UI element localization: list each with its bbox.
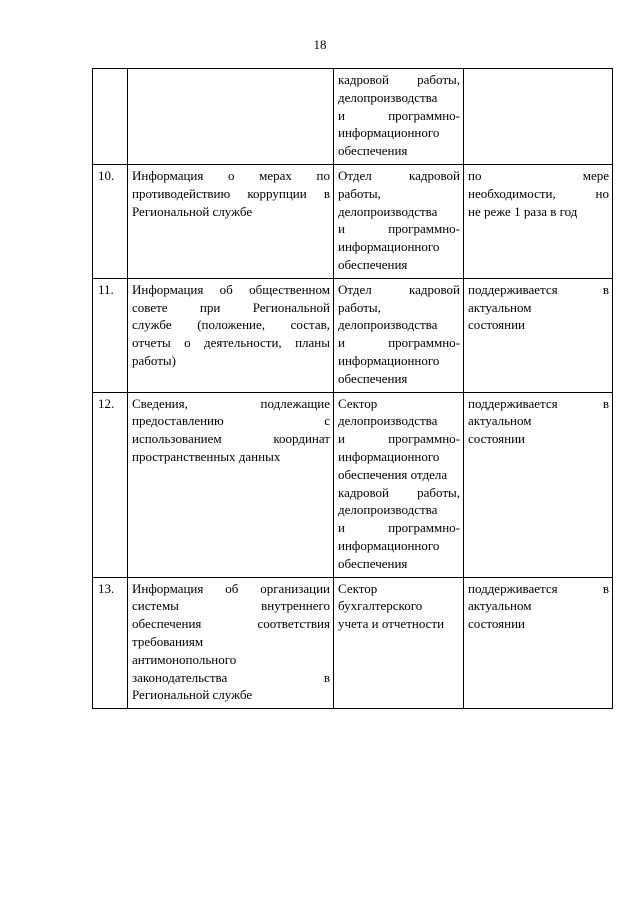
cell-line: [338, 220, 460, 238]
word: в: [323, 185, 330, 201]
cell-line: требованиям: [132, 633, 204, 649]
word: поддерживается: [468, 281, 558, 297]
word: поддерживается: [468, 395, 558, 411]
cell-line: [132, 412, 330, 430]
word: (положение,: [197, 317, 266, 333]
word: соответствия: [257, 616, 330, 632]
word: обеспечения: [132, 616, 202, 632]
word: программно-: [388, 107, 460, 123]
word: Информация: [132, 167, 204, 183]
word: кадровой: [338, 72, 390, 87]
responsible-cell: [334, 392, 464, 577]
word: программно-: [388, 520, 460, 536]
word: организации: [260, 580, 330, 596]
word: в: [323, 669, 330, 685]
word: и: [338, 431, 345, 447]
word: мере: [582, 167, 609, 183]
cell-line: [338, 519, 460, 537]
word: Отдел: [338, 167, 372, 183]
responsible-cell: [334, 164, 464, 278]
word: законодательства: [132, 669, 228, 685]
frequency-cell: [464, 164, 613, 278]
word: общественном: [249, 281, 330, 297]
info-cell: [128, 577, 334, 709]
cell-line: [468, 580, 609, 598]
cell-line: обеспечения отдела: [338, 466, 448, 482]
info-cell: [128, 278, 334, 392]
cell-line: [132, 281, 330, 299]
cell-line: актуальном: [468, 299, 532, 315]
word: противодействию: [132, 185, 231, 201]
cell-line: [132, 395, 330, 413]
cell-line: [338, 71, 460, 89]
info-cell: [128, 69, 334, 165]
cell-line: [132, 334, 330, 352]
cell-line: [338, 430, 460, 448]
cell-line: обеспечения: [338, 370, 408, 386]
word: и: [338, 107, 345, 123]
cell-line: не реже 1 раза в год: [468, 203, 578, 219]
word: планы: [295, 335, 330, 351]
cell-line: информационного: [338, 352, 440, 368]
word: и: [338, 520, 345, 536]
word: системы: [132, 598, 179, 614]
word: предоставлению: [132, 413, 224, 429]
word: работы,: [417, 484, 460, 500]
cell-line: [468, 395, 609, 413]
cell-line: бухгалтерского: [338, 598, 423, 614]
word: программно-: [388, 335, 460, 351]
cell-line: [338, 167, 460, 185]
cell-line: Сектор: [338, 580, 378, 596]
cell-line: [132, 185, 330, 203]
word: с: [324, 413, 330, 429]
cell-line: антимонопольного: [132, 651, 237, 667]
word: подлежащие: [260, 395, 330, 411]
word: по: [468, 167, 482, 183]
word: работы,: [417, 72, 460, 87]
word: но: [595, 185, 609, 201]
word: кадровой: [408, 281, 460, 297]
cell-line: [132, 597, 330, 615]
word: мерах: [259, 167, 292, 183]
word: в: [602, 580, 609, 596]
info-cell: [128, 164, 334, 278]
word: совете: [132, 299, 168, 315]
word: в: [602, 395, 609, 411]
word: коррупции: [247, 185, 307, 201]
cell-line: [132, 669, 330, 687]
word: о: [184, 335, 191, 351]
cell-line: обеспечения: [338, 555, 408, 571]
cell-line: информационного: [338, 537, 440, 553]
word: Информация: [132, 580, 204, 596]
cell-line: состоянии: [468, 317, 525, 333]
cell-line: делопроизводства: [338, 413, 438, 429]
cell-line: [338, 484, 460, 502]
cell-line: делопроизводства: [338, 502, 438, 518]
word: Региональной: [252, 299, 330, 315]
cell-line: [132, 316, 330, 334]
row-number: [93, 69, 128, 165]
cell-line: обеспечения: [338, 143, 408, 159]
cell-line: состоянии: [468, 616, 525, 632]
cell-line: состоянии: [468, 431, 525, 447]
cell-line: [132, 615, 330, 633]
word: Отдел: [338, 281, 372, 297]
word: об: [225, 580, 239, 596]
word: кадровой: [338, 484, 390, 500]
word: деятельности,: [204, 335, 282, 351]
information-table: [92, 68, 613, 709]
frequency-cell: [464, 69, 613, 165]
table-row: [93, 392, 613, 577]
cell-line: [468, 167, 609, 185]
cell-line: делопроизводства: [338, 203, 438, 219]
responsible-cell: [334, 69, 464, 165]
table-row: [93, 164, 613, 278]
cell-line: делопроизводства: [338, 317, 438, 333]
cell-line: Сектор: [338, 395, 378, 411]
cell-line: работы): [132, 352, 176, 368]
page-number: 18: [313, 37, 327, 52]
word: в: [602, 281, 609, 297]
word: отчеты: [132, 335, 171, 351]
cell-line: [468, 281, 609, 299]
word: состав,: [290, 317, 330, 333]
row-number: 10.: [93, 164, 128, 278]
word: при: [199, 299, 221, 315]
info-cell: [128, 392, 334, 577]
cell-line: [338, 334, 460, 352]
word: координат: [273, 431, 330, 447]
cell-line: делопроизводства: [338, 89, 438, 105]
cell-line: актуальном: [468, 598, 532, 614]
cell-line: [338, 281, 460, 299]
table-row: [93, 577, 613, 709]
word: Сведения,: [132, 395, 188, 411]
frequency-cell: [464, 392, 613, 577]
word: о: [228, 167, 235, 183]
cell-line: информационного: [338, 125, 440, 141]
cell-line: [132, 580, 330, 598]
cell-line: Региональной службе: [132, 203, 253, 219]
cell-line: информационного: [338, 239, 440, 255]
cell-line: [132, 167, 330, 185]
cell-line: [468, 185, 609, 203]
cell-line: [338, 107, 460, 125]
cell-line: информационного: [338, 448, 440, 464]
responsible-cell: [334, 278, 464, 392]
cell-line: пространственных данных: [132, 448, 281, 464]
cell-line: работы,: [338, 185, 381, 201]
row-number: 11.: [93, 278, 128, 392]
cell-line: обеспечения: [338, 256, 408, 272]
word: Информация: [132, 281, 204, 297]
word: об: [219, 281, 233, 297]
cell-line: Региональной службе: [132, 687, 253, 703]
responsible-cell: [334, 577, 464, 709]
word: и: [338, 335, 345, 351]
cell-line: работы,: [338, 299, 381, 315]
cell-line: актуальном: [468, 413, 532, 429]
cell-line: [132, 430, 330, 448]
word: использованием: [132, 431, 222, 447]
frequency-cell: [464, 577, 613, 709]
word: программно-: [388, 221, 460, 237]
word: по: [316, 167, 330, 183]
word: программно-: [388, 431, 460, 447]
row-number: 13.: [93, 577, 128, 709]
word: необходимости,: [468, 185, 556, 201]
word: и: [338, 221, 345, 237]
frequency-cell: [464, 278, 613, 392]
row-number: 12.: [93, 392, 128, 577]
cell-line: учета и отчетности: [338, 616, 445, 632]
word: кадровой: [408, 167, 460, 183]
table-row: [93, 278, 613, 392]
word: службе: [132, 317, 172, 333]
table-row: [93, 69, 613, 165]
word: внутреннего: [261, 598, 330, 614]
cell-line: [132, 299, 330, 317]
word: поддерживается: [468, 580, 558, 596]
